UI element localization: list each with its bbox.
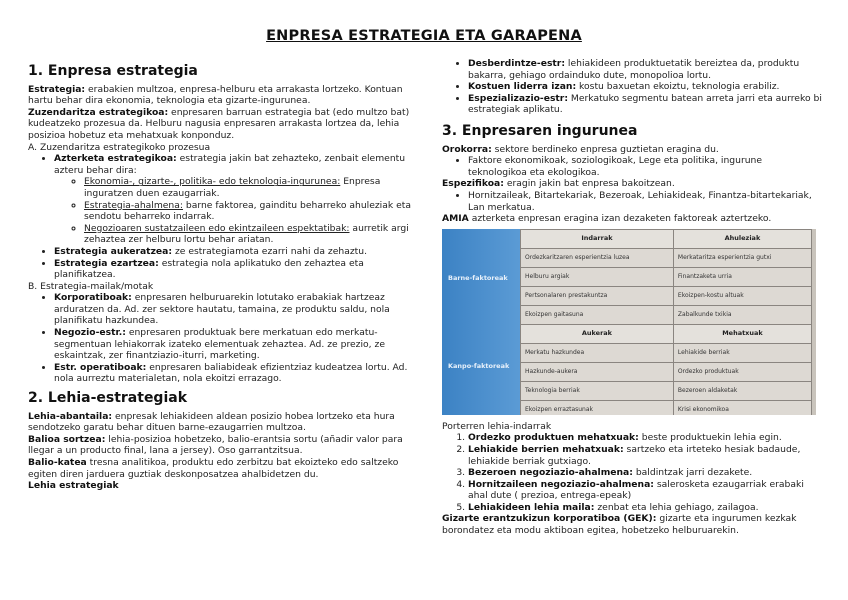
list-item [54, 153, 413, 246]
list-item [468, 432, 822, 444]
table-cell: Ekoizpen erraztasunak [521, 400, 674, 415]
table-cell: Ekoizpen-kostu altuak [673, 286, 811, 305]
list-item [84, 176, 413, 199]
term-label: Zuzendaritza estrategikoa: [28, 106, 169, 118]
item-label: Espezializazio-estr: [468, 92, 569, 104]
amia-def [442, 213, 822, 225]
table-header: Mehatxuak [673, 324, 811, 343]
item-text: baldintzak jarri dezakete. [632, 467, 753, 479]
term-label: Lehia-abantaila: [28, 410, 113, 422]
table-cell: Ordezkaritzaren esperientzia luzea [521, 248, 674, 267]
table-header: Indarrak [521, 229, 674, 248]
item-label: Negozio-estr.: [54, 327, 126, 339]
section-1-heading: 1. Enpresa estrategia [28, 63, 198, 79]
item-label: Kostuen liderra izan: [468, 81, 577, 93]
section-3-heading: 3. Enpresaren ingurunea [442, 122, 638, 139]
table-cell: Zabalkunde txikia [673, 305, 811, 324]
item-text: Merkatuko segmentu batean arreta jarri eta aurreko bi estrategiak aplikatu. [468, 92, 822, 116]
term-label: Gizarte erantzukizun korporatiboa (GEK): [442, 513, 657, 525]
item-label: Azterketa estrategikoa: [54, 153, 177, 165]
table-cell: Bezeroen aldaketak [673, 381, 811, 400]
item-label: Estrategia aukeratzea: [54, 245, 173, 257]
list-item: • Hornitzaileak, Bitartekariak, Bezeroak, Lehiakideak, Finantza-bitartekariak, Lan merkatua. [468, 190, 822, 213]
item-text: barne faktorea, gainditu beharreko ahuleziak eta sendotu beharreko indarrak. [84, 199, 411, 223]
table-cell: Helburu argiak [521, 267, 674, 286]
amia-table [520, 229, 812, 415]
item-label: Bezeroen negoziazio-ahalmena: [468, 467, 633, 479]
list-item [468, 81, 822, 93]
orokorra-def [442, 144, 822, 156]
lehia-estrategiak-label [28, 480, 413, 492]
term-text: enpresak lehiakideen aldean posizio hobea lortzeko eta hura sendotzeko garatu behar dituen barne-ezaugarrien multzoa. [28, 410, 395, 434]
page-title: ENPRESA ESTRATEGIA ETA GARAPENA [266, 28, 582, 44]
barne-label: Barne-faktoreak [448, 273, 508, 282]
term-text: sektore berdineko enpresa guztietan eragina du. [491, 143, 719, 155]
left-column [28, 58, 413, 492]
balioa-def [28, 434, 413, 457]
item-label: Estr. operatiboak: [54, 361, 147, 373]
item-text: ze estrategiamota ezarri nahi da zehaztu. [172, 245, 367, 257]
item-text: estrategia nola aplikatuko den zehaztea eta planifikatzea. [54, 257, 364, 281]
espezifikoa-def [442, 178, 822, 190]
item-text: zenbat eta lehia gehiago, zailagoa. [594, 501, 759, 513]
term-text: enpresaren barruan estrategia bat (edo multzo bat) kudeatzeko prozesua da. Helburu nagusia enpresaren arrakasta lortzea da, lehia posizioa hobetuz eta mehatxuak konponduz. [28, 106, 410, 141]
orokorra-list [442, 155, 822, 178]
item-label: Lehiakide berrien mehatxuak: [468, 443, 624, 455]
table-cell: Hazkunde-aukera [521, 362, 674, 381]
table-cell: Ekoizpen gaitasuna [521, 305, 674, 324]
porter-list [442, 432, 822, 513]
table-cell: Pertsonalaren prestakuntza [521, 286, 674, 305]
item-label: Hornitzaileen negoziazio-ahalmena: [468, 478, 654, 490]
a-heading: A. Zuzendaritza estrategikoko prozesua [28, 141, 211, 153]
katea-def [28, 457, 413, 480]
item-text: enpresaren baliabideak efizientziaz kudeatzea lortu. Ad. nola aurreztu materialetan, nola ekoitzi errazago. [54, 361, 408, 385]
item-text: enpresaren helburuarekin lotutako erabakiak hartzeaz arduratzen da. Ad. zer sektore hautatu, tamaina, ze produktu saldu, nola planifikatu hazkundea. [54, 292, 390, 327]
term-label: Espezifikoa: [442, 178, 504, 190]
item-label: Estrategia ezartzea: [54, 257, 159, 269]
item-label: Korporatiboak: [54, 292, 132, 304]
zuzendaritza-def [28, 107, 413, 142]
gek-def [442, 513, 822, 536]
list-item [84, 223, 413, 246]
b-list [28, 292, 413, 385]
table-cell: Teknologia berriak [521, 381, 674, 400]
item-text: enpresaren produktuak bere merkatuan edo merkatu-segmentuan lehiakorrak izateko elementuak zehaztea. Ad. ze prezio, ze eskaintzak, zer finantziazio-iturri, marketing. [54, 327, 385, 362]
item-label: Estrategia-ahalmena: [84, 199, 183, 211]
list-item [468, 479, 822, 502]
term-text: gizarte eta ingurumen kezkak borondatez eta modu aktiboan egitea, hobetzeko helburuarekin. [442, 513, 797, 537]
term-label: Balio-katea [28, 457, 87, 468]
list-item: • Faktore ekonomikoak, soziologikoak, Lege eta politika, ingurune teknologikoa eta ekologikoa. [468, 155, 822, 178]
table-header: Aukerak [521, 324, 674, 343]
term-text: azterketa enpresan eragina izan dezaketen faktoreak aztertzeko. [468, 213, 772, 225]
term-text: lehia-posizioa hobetzeko, balio-erantsia sortu (añadir valor para llegar a un producto final, lana a jersey). Oso garrantzitsua. [28, 433, 403, 457]
term-text: erabakien multzoa, enpresa-helburu eta arrakasta lortzeko. Kontuan hartu behar dira ekonomia, teknologia eta gizarte-ingurunea. [28, 83, 403, 107]
term-label: Lehia estrategiak [28, 480, 119, 492]
section-2-heading: 2. Lehia-estrategiak [28, 390, 188, 407]
a-list [28, 153, 413, 281]
list-item [54, 258, 413, 281]
kanpo-label: Kanpo-faktoreak [448, 361, 510, 370]
list-item [468, 467, 822, 479]
item-text: aurretik argi zehaztea zer helburu lortu behar ariatan. [84, 222, 409, 246]
table-cell: Merkatu hazkundea [521, 343, 674, 362]
list-item [468, 444, 822, 467]
table-cell: Merkataritza esperientzia gutxi [673, 248, 811, 267]
item-label: Lehiakideen lehia maila: [468, 501, 595, 513]
table-header: Ahuleziak [673, 229, 811, 248]
table-cell: Ordezko produktuak [673, 362, 811, 381]
item-text: salerosketa ezaugarriak erabaki ahal dute ( prezioa, entrega-epeak) [468, 478, 804, 502]
a-sub-list [54, 176, 413, 246]
amia-side-band [442, 229, 520, 415]
list-item [468, 93, 822, 116]
item-text: beste produktuekin lehia egin. [638, 432, 782, 444]
list-item [54, 292, 413, 327]
estrategia-def [28, 84, 413, 107]
right-column [442, 58, 822, 537]
list-item [468, 502, 822, 514]
term-label: Estrategia: [28, 83, 86, 95]
item-text: Enpresa inguratzen duen ezaugarriak. [84, 176, 381, 199]
term-label: Balioa sortzea: [28, 433, 106, 445]
b-heading: B. Estrategia-mailak/motak [28, 280, 154, 292]
term-text: eragin jakin bat enpresa bakoitzean. [503, 178, 675, 190]
espezifikoa-list [442, 190, 822, 213]
item-label: Negozioaren sustatzaileen edo ekintzaileen espektatibak: [84, 222, 350, 234]
item-label: Desberdintze-estr: [468, 58, 566, 69]
term-label: Orokorra: [442, 143, 492, 155]
lehia-estrategiak-list [442, 58, 822, 116]
term-text: tresna analitikoa, produktu edo zerbitzu bat ekoizteko edo saltzeko egiten diren jarduera guztiak deskonposatzea ahalbidetzen du. [28, 457, 399, 480]
term-label: AMIA [442, 213, 469, 225]
table-cell: Finantzaketa urria [673, 267, 811, 286]
item-text: sartzeko eta irteteko hesiak badaude, lehiakide berriak gutxiago. [468, 443, 801, 467]
abantaila-def [28, 411, 413, 434]
list-item [468, 58, 822, 81]
porter-heading: Porterren lehia-indarrak [442, 420, 552, 432]
list-item [54, 246, 413, 258]
table-cell: Krisi ekonomikoa [673, 400, 811, 415]
list-item [54, 327, 413, 362]
list-item [54, 362, 413, 385]
table-cell: Lehiakide berriak [673, 343, 811, 362]
item-text: kostu baxuetan ekoiztu, teknologia erabiliz. [576, 81, 780, 93]
amia-table-image [442, 229, 816, 415]
item-label: Ordezko produktuen mehatxuak: [468, 432, 639, 444]
item-text: estrategia jakin bat zehazteko, zenbait elementu azteru behar dira: [54, 153, 406, 176]
item-label: Ekonomia-, gizarte-, politika- edo teknologia-ingurunea: [84, 176, 341, 188]
item-text: lehiakideen produktuetatik bereiztea da, produktu bakarra, gehiago ordainduko dute, monopolioa lortu. [468, 58, 800, 81]
list-item [84, 200, 413, 223]
